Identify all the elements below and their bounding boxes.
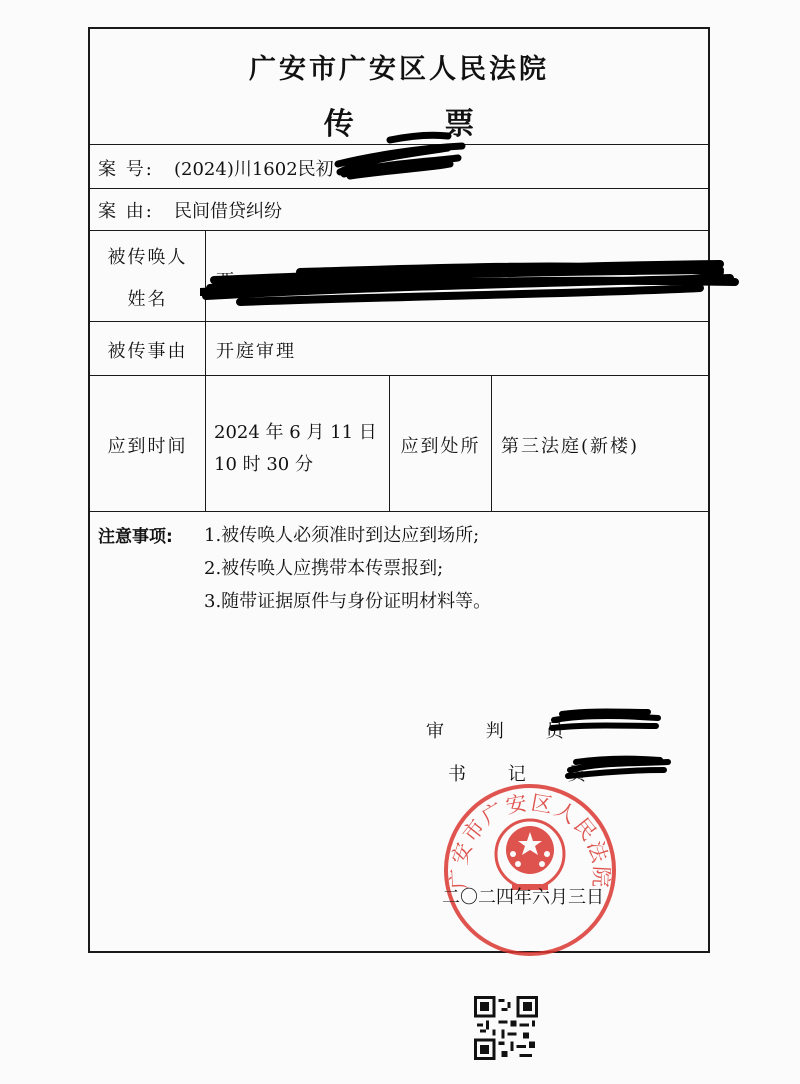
note-item: 2.被传唤人应携带本传票报到; — [204, 558, 444, 579]
document-title: 传 票 — [323, 107, 515, 142]
issue-date: 二〇二四年六月三日 — [442, 887, 604, 908]
rule-person — [90, 321, 708, 322]
appear-time-line2: 10 时 30 分 — [214, 454, 313, 475]
judge-name-redaction — [548, 706, 664, 736]
qr-code-icon — [474, 996, 538, 1060]
summoned-person-value: 西 — [216, 271, 234, 292]
summons-reason-value: 开庭审理 — [216, 341, 296, 362]
judge-label: 审 判 员 — [426, 721, 582, 742]
court-name: 广安市广安区人民法院 — [249, 54, 549, 85]
national-emblem-icon — [496, 820, 564, 890]
appear-place-value: 第三法庭(新楼) — [501, 436, 640, 457]
case-number-label: 案 号: — [98, 159, 154, 180]
case-cause-value: 民间借贷纠纷 — [174, 201, 282, 222]
appear-time-label: 应到时间 — [107, 436, 188, 457]
seal-text: 广安市广安区人民法院 — [446, 790, 614, 890]
clerk-label: 书 记 员 — [448, 764, 604, 785]
rule-case-number — [90, 188, 708, 189]
case-cause-label: 案 由: — [98, 201, 154, 222]
notes-title: 注意事项: — [98, 527, 173, 547]
summoned-person-label-1: 被传唤人 — [107, 247, 188, 268]
note-item: 3.随带证据原件与身份证明材料等。 — [204, 591, 492, 612]
col-divider-place — [491, 375, 492, 511]
clerk-name-redaction — [564, 752, 674, 782]
rule-time — [90, 511, 708, 512]
person-name-redaction — [200, 248, 740, 308]
rule-reason — [90, 375, 708, 376]
note-item: 1.被传唤人必须准时到达应到场所; — [204, 525, 480, 546]
appear-place-label: 应到处所 — [400, 436, 481, 457]
case-number-value: (2024)川1602民初 — [174, 159, 334, 180]
appear-time-line1: 2024 年 6 月 11 日 — [214, 422, 377, 443]
rule-case-cause — [90, 230, 708, 231]
summons-reason-label: 被传事由 — [107, 341, 188, 362]
summoned-person-label-2: 姓名 — [127, 289, 168, 310]
case-number-redaction — [330, 128, 480, 184]
court-seal — [440, 780, 620, 960]
